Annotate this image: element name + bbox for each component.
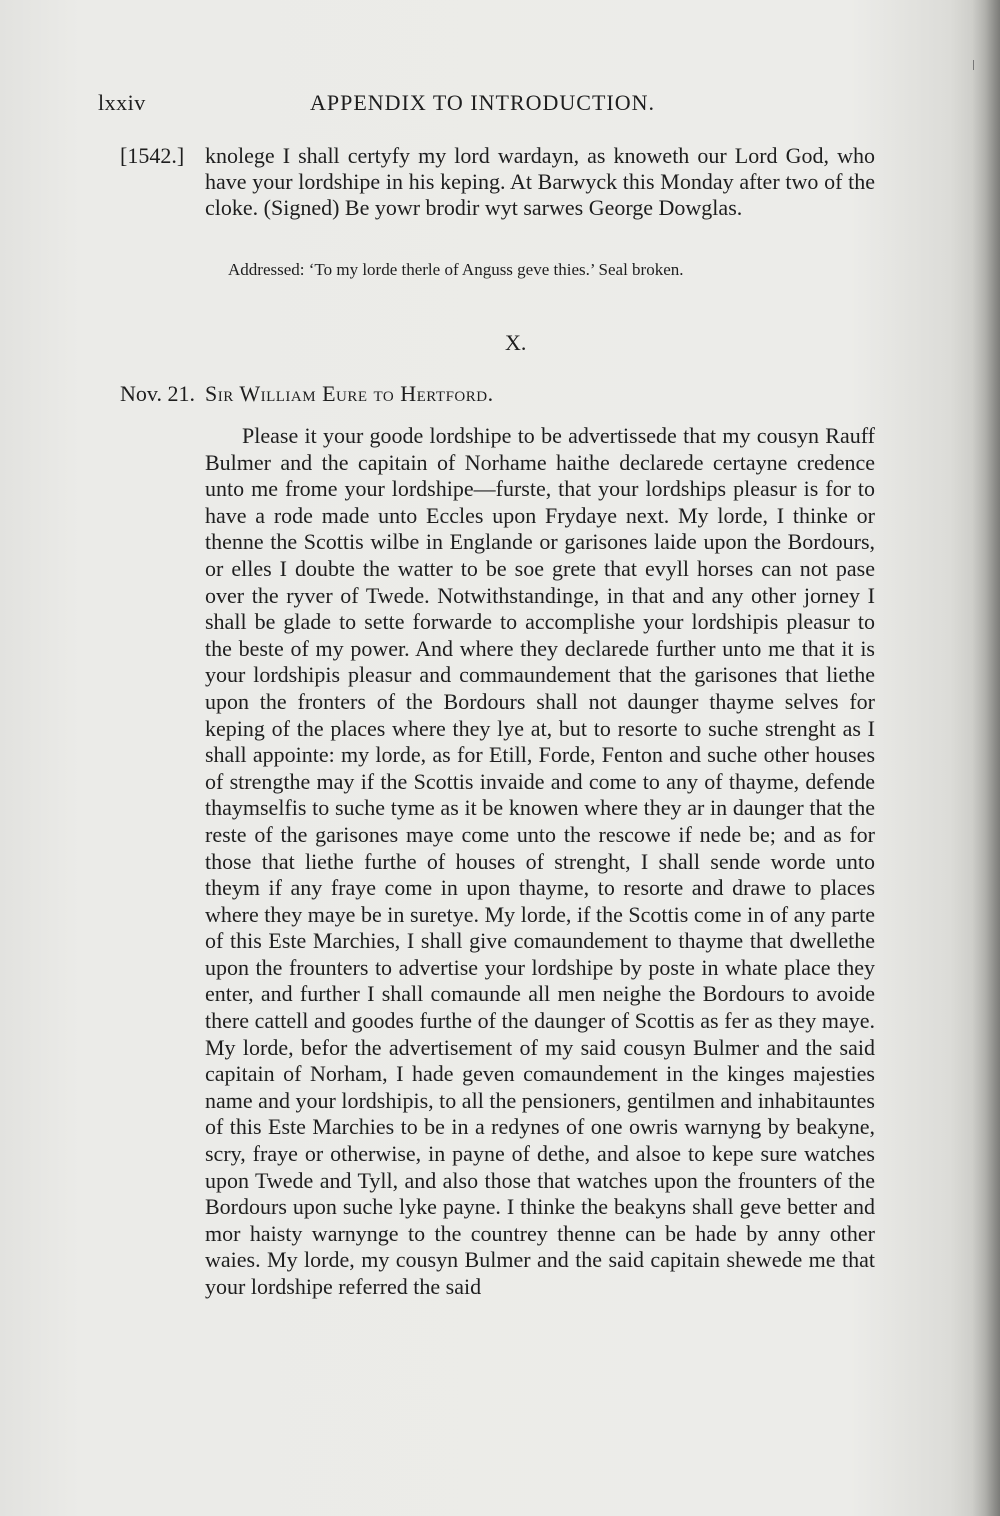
letter-body (205, 423, 875, 1301)
continuation-text: knolege I shall certyfy my lord wardayn, as knoweth our Lord God, who have your lordshipe in his keping. At Barwyck this Monday after two of the cloke. (Signed) Be yowr brodir wyt sarwes George Dowglas. (205, 143, 875, 220)
document-number: X. (505, 330, 527, 355)
margin-date-continuation: [1542.] (120, 143, 185, 168)
continuation-paragraph (205, 143, 875, 221)
spine-shadow (972, 0, 1000, 1516)
page-number: lxxiv (98, 90, 146, 115)
running-head (98, 90, 876, 120)
spine-mark (973, 60, 974, 70)
margin-date-document: Nov. 21. (120, 381, 195, 406)
letter-paragraph: Please it your goode lordshipe to be advertissede that my cousyn Rauff Bulmer and the capitain of Norhame haithe declarede certayne credence unto me frome your lordshipe—furste, that your lordships pleasur is for to have a rode made unto Eccles upon Frydaye next. My lorde, I thinke or thenne the Scottis wilbe in Englande or garisones laide upon the Bordours, or elles I doubte the watter to be soe grete that evyll horses can not pase over the ryver of Twede. Notwithstandinge, in that and any other jorney I shall be glade to sette forwarde to accomplishe your lordshipis pleasur to the beste of my power. And where they declarede further unto me that it is your lordshipis pleasur and commaundement that the garisones that liethe upon the fronters of the Bordours shall not daunger thayme selves for keping of the places where they lye at, but to resorte to suche strenght as I shall appointe: my lorde, as for Etill, Forde, Fenton and suche other houses of strengthe may if the Scottis invaide and come to any of thayme, defende thaymselfis to suche tyme as it be knowen where they ar in daunger that the reste of the garisones maye come unto the rescowe if nede be; and as for those that liethe furthe of houses of strenght, I shall sende worde unto theym if any fraye come in upon thayme, to resorte and drawe to places where they maye be in suretye. My lorde, if the Scottis come in of any parte of this Este Marchies, I shall give comaundement to thayme that dwellethe upon the frounters to advertise your lordshipe by poste in whate place they enter, and further I shall comaunde all men neighe the Bordours to avoide there cattell and goodes furthe of the daunger of Scottis as fer as they maye. My lorde, befor the advertisement of my said cousyn Bulmer and the said capitain of Norham, I hade geven comaundement in the kinges majesties name and your lordshipis, to all the pensioners, gentilmen and inhabitauntes of this Este Marchies to be in a redynes of one owris warnyng by beakyne, scry, fraye or otherwise, in payne of dethe, and alsoe to kepe sure watches upon Twede and Tyll, and also those that watches upon the frounters of the Bordours upon suche lyke payne. I thinke the beakyns shall geve better and mor haisty warnynge to the countrey thenne can be hade by anny other waies. My lorde, my cousyn Bulmer and the said capitain shewede me that your lordshipe referred the said (205, 423, 875, 1299)
running-title: APPENDIX TO INTRODUCTION. (310, 90, 656, 115)
document-heading: Sir William Eure to Hertford. (205, 381, 494, 406)
address-note: Addressed: ‘To my lorde therle of Anguss geve thies.’ Seal broken. (228, 260, 684, 279)
